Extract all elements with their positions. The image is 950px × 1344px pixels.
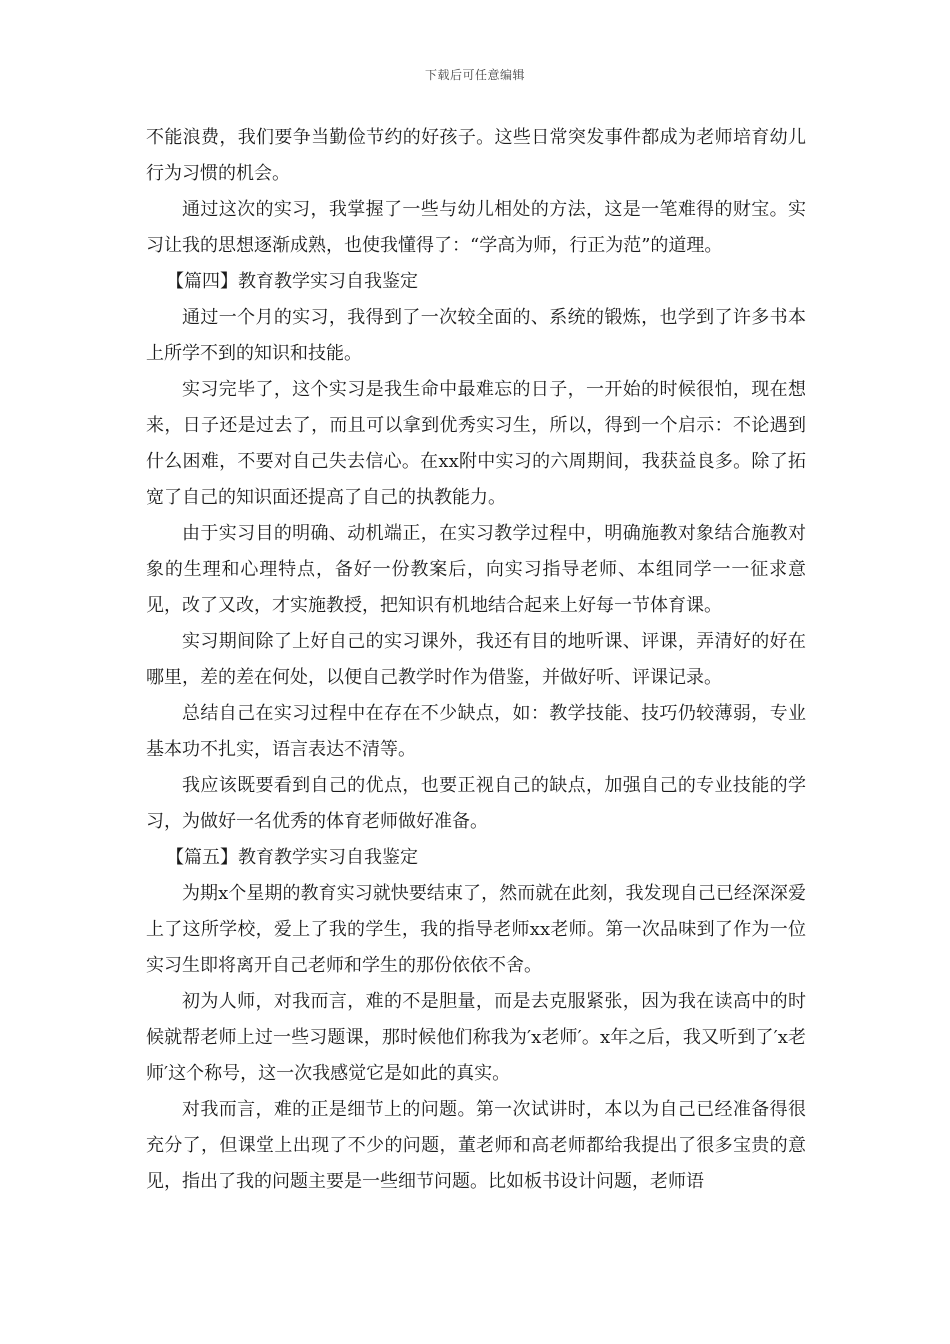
paragraph: 通过这次的实习，我掌握了一些与幼儿相处的方法，这是一笔难得的财宝。实习让我的思想逐渐成熟，也使我懂得了：“学高为师，行正为范”的道理。 [146, 199, 806, 256]
paragraph: 总结自己在实习过程中在存在不少缺点，如：教学技能、技巧仍较薄弱，专业基本功不扎实，语言表达不清等。 [146, 703, 806, 760]
paragraph: 实习期间除了上好自己的实习课外，我还有目的地听课、评课，弄清好的好在哪里，差的差在何处，以便自己教学时作为借鉴，并做好听、评课记录。 [146, 631, 806, 688]
paragraph: 不能浪费，我们要争当勤俭节约的好孩子。这些日常突发事件都成为老师培育幼儿行为习惯的机会。 [146, 127, 806, 184]
document-body [146, 120, 806, 1200]
section-heading: 【篇五】教育教学实习自我鉴定 [166, 847, 418, 868]
paragraph: 为期x个星期的教育实习就快要结束了，然而就在此刻，我发现自己已经深深爱上了这所学校，爱上了我的学生，我的指导老师xx老师。第一次品味到了作为一位实习生即将离开自己老师和学生的那份依依不舍。 [146, 883, 806, 976]
paragraph: 我应该既要看到自己的优点，也要正视自己的缺点，加强自己的专业技能的学习，为做好一名优秀的体育老师做好准备。 [146, 775, 806, 832]
paragraph: 初为人师，对我而言，难的不是胆量，而是去克服紧张，因为我在读高中的时候就帮老师上过一些习题课，那时候他们称我为′x老师′。x年之后，我又听到了′x老师′这个称号，这一次我感觉它是如此的真实。 [146, 991, 806, 1084]
paragraph: 由于实习目的明确、动机端正，在实习教学过程中，明确施教对象结合施教对象的生理和心理特点，备好一份教案后，向实习指导老师、本组同学一一征求意见，改了又改，才实施教授，把知识有机地结合起来上好每一节体育课。 [146, 523, 806, 616]
section-heading: 【篇四】教育教学实习自我鉴定 [166, 271, 418, 292]
paragraph: 对我而言，难的正是细节上的问题。第一次试讲时，本以为自己已经准备得很充分了，但课堂上出现了不少的问题，董老师和高老师都给我提出了很多宝贵的意见，指出了我的问题主要是一些细节问题。比如板书设计问题，老师语 [146, 1099, 806, 1192]
paragraph: 通过一个月的实习，我得到了一次较全面的、系统的锻炼，也学到了许多书本上所学不到的知识和技能。 [146, 307, 806, 364]
header-note: 下载后可任意编辑 [424, 68, 525, 82]
paragraph: 实习完毕了，这个实习是我生命中最难忘的日子，一开始的时候很怕，现在想来，日子还是过去了，而且可以拿到优秀实习生，所以，得到一个启示：不论遇到什么困难，不要对自己失去信心。在xx附中实习的六周期间，我获益良多。除了拓宽了自己的知识面还提高了自己的执教能力。 [146, 379, 806, 508]
